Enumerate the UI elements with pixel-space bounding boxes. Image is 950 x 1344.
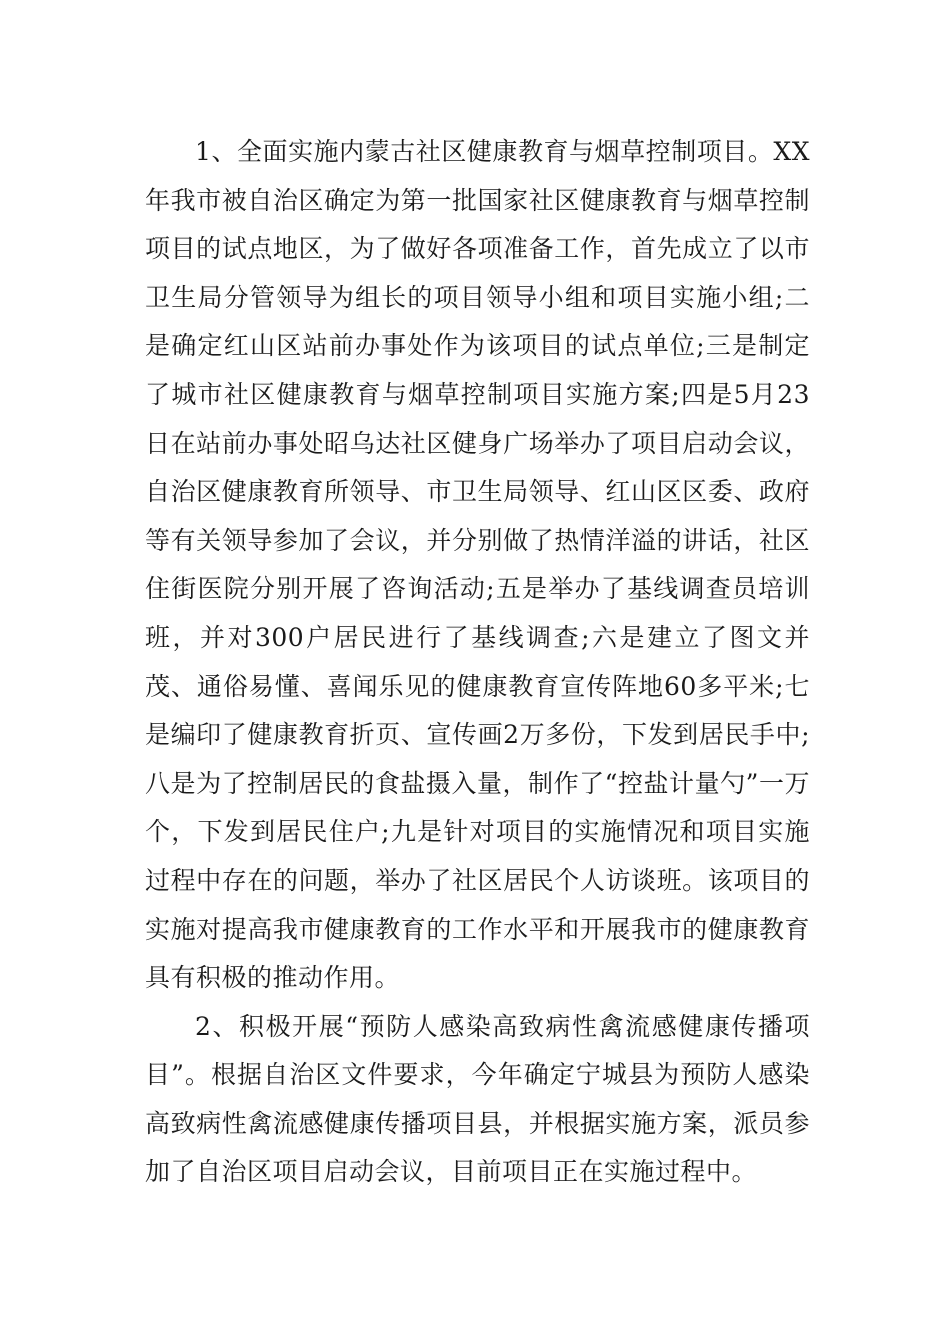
paragraph-community-health-tobacco-control: 1、全面实施内蒙古社区健康教育与烟草控制项目。XX年我市被自治区确定为第一批国家社区健康教育与烟草控制项目的试点地区，为了做好各项准备工作，首先成立了以市卫生局分管领导为组长的项目领导小组和项目实施小组;二是确定红山区站前办事处作为该项目的试点单位;三是制定了城市社区健康教育与烟草控制项目实施方案;四是5月23日在站前办事处昭乌达社区健身广场举办了项目启动会议，自治区健康教育所领导、市卫生局领导、红山区区委、政府等有关领导参加了会议，并分别做了热情洋溢的讲话，社区住街医院分别开展了咨询活动;五是举办了基线调查员培训班，并对300户居民进行了基线调查;六是建立了图文并茂、通俗易懂、喜闻乐见的健康教育宣传阵地60多平米;七是编印了健康教育折页、宣传画2万多份，下发到居民手中;八是为了控制居民的食盐摄入量，制作了“控盐计量勺”一万个，下发到居民住户;九是针对项目的实施情况和项目实施过程中存在的问题，举办了社区居民个人访谈班。该项目的实施对提高我市健康教育的工作水平和开展我市的健康教育具有积极的推动作用。	[145, 137, 810, 993]
paragraph-avian-influenza-project: 2、积极开展“预防人感染高致病性禽流感健康传播项目”。根据自治区文件要求，今年确定宁城县为预防人感染高致病性禽流感健康传播项目县，并根据实施方案，派员参加了自治区项目启动会议，目前项目正在实施过程中。	[145, 1011, 810, 1187]
document-body	[145, 128, 810, 1197]
